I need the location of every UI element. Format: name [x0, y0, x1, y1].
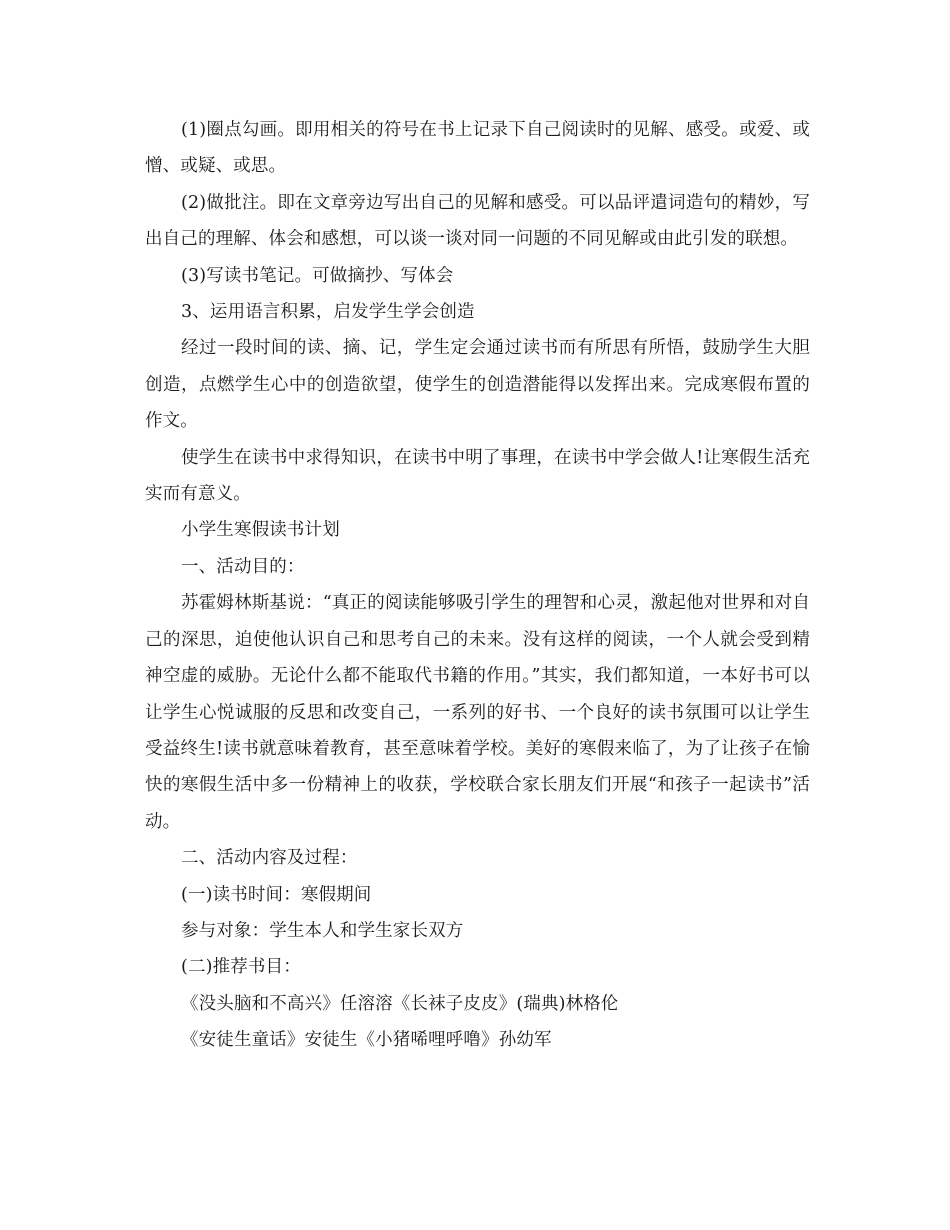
- paragraph-creativity: 经过一段时间的读、摘、记，学生定会通过读书而有所思有所悟，鼓励学生大胆创造，点燃学生心中的创造欲望，使学生的创造潜能得以发挥出来。完成寒假布置的作文。: [145, 338, 810, 432]
- section-heading-creativity: 3、运用语言积累，启发学生学会创造: [181, 302, 475, 323]
- paragraph-purpose: 苏霍姆林斯基说：“真正的阅读能够吸引学生的理智和心灵，激起他对世界和对自己的深思，迫使他认识自己和思考自己的未来。没有这样的阅读，一个人就会受到精神空虚的威胁。无论什么都不能取代书籍的作用。”其实，我们都知道，一本好书可以让学生心悦诚服的反思和改变自己，一系列的好书、一个良好的读书氛围可以让学生受益终生!读书就意味着教育，甚至意味着学校。美好的寒假来临了，为了让孩子在愉快的寒假生活中多一份精神上的收获，学校联合家长朋友们开展“和孩子一起读书”活动。: [145, 593, 810, 832]
- book-list-item: 《没头脑和不高兴》任溶溶《长袜子皮皮》(瑞典)林格伦: [181, 993, 619, 1014]
- paragraph-summary: 使学生在读书中求得知识，在读书中明了事理，在读书中学会做人!让寒假生活充实而有意义。: [145, 447, 810, 505]
- book-list-item: 《安徒生童话》安徒生《小猪唏哩呼噜》孙幼军: [181, 1030, 552, 1051]
- paragraph-reading-time: (一)读书时间：寒假期间: [181, 884, 372, 905]
- document-title: 小学生寒假读书计划: [181, 520, 340, 541]
- section-heading-purpose: 一、活动目的：: [181, 556, 305, 577]
- paragraph-annotation-notes: (2)做批注。即在文章旁边写出自己的见解和感受。可以品评遣词造句的精妙，写出自己的理解、体会和感想，可以谈一谈对同一问题的不同见解或由此引发的联想。: [145, 192, 810, 250]
- document-body: [145, 112, 810, 1059]
- paragraph-participants: 参与对象：学生本人和学生家长双方: [181, 920, 464, 941]
- paragraph-reading-notes: (3)写读书笔记。可做摘抄、写体会: [181, 265, 454, 286]
- paragraph-annotation-marking: (1)圈点勾画。即用相关的符号在书上记录下自己阅读时的见解、感受。或爱、或憎、或疑、或思。: [145, 120, 810, 177]
- section-heading-books: (二)推荐书目：: [181, 957, 301, 978]
- section-heading-content: 二、活动内容及过程：: [181, 848, 358, 869]
